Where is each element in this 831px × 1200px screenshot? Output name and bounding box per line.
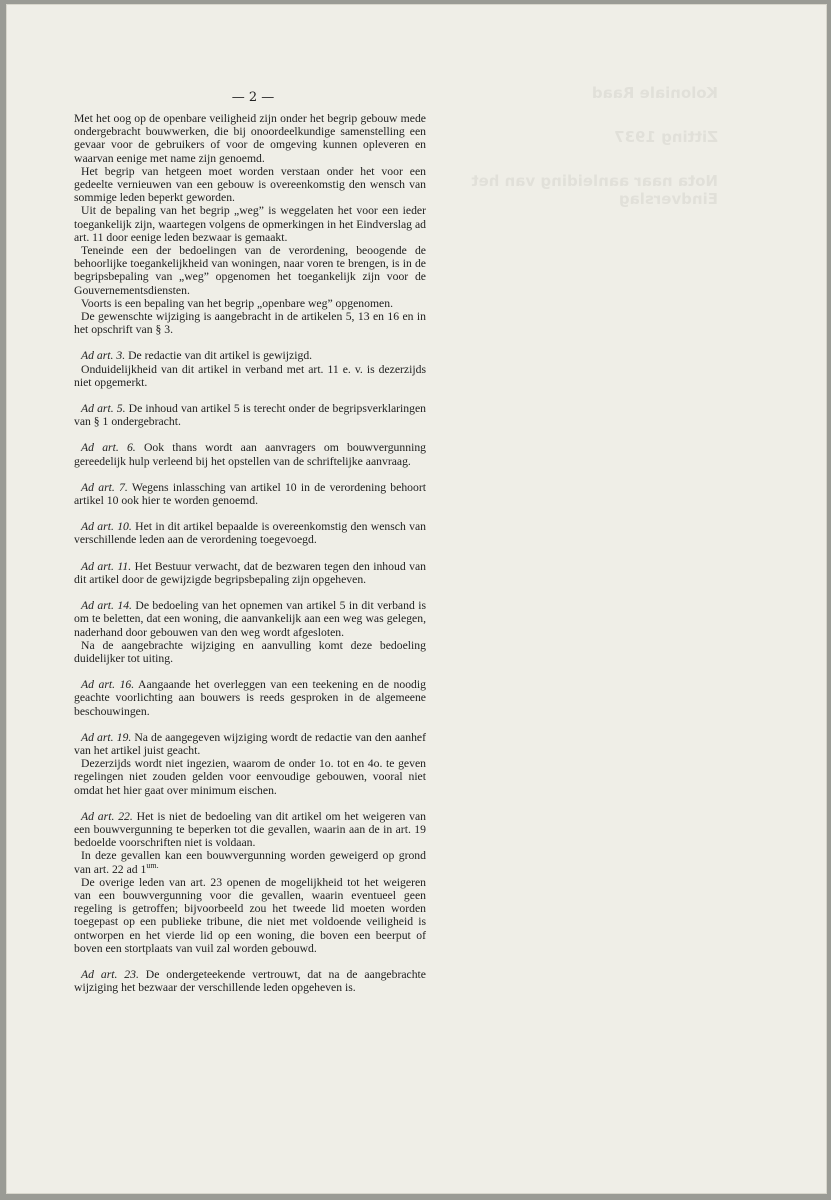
paragraph: De gewenschte wijziging is aangebracht in de artikelen 5, 13 en 16 en in het opschrift van § 3.	[74, 310, 426, 337]
article-ref: Ad art. 5.	[81, 402, 126, 416]
article-ref: Ad art. 6.	[81, 441, 136, 455]
article-paragraph: Ad art. 22. Het is niet de bedoeling van dit artikel om het weigeren van een bouwvergunning te beperken tot die gevallen, waarin aan de in art. 19 bedoelde voorschriften niet is voldaan.	[74, 809, 426, 850]
paragraph: Teneinde een der bedoelingen van de verordening, beoogende de behoorlijke toegankelijkheid van woningen, naar voren te brengen, is in de begripsbepaling van „weg” opgenomen het toegankelijk zijn voor de Gouvernementsdiensten.	[74, 244, 426, 297]
article-paragraph: Ad art. 7. Wegens inlassching van artikel 10 in de verordening behoort artikel 10 ook hier te worden genoemd.	[74, 480, 426, 508]
paragraph: Voorts is een bepaling van het begrip „openbare weg” opgenomen.	[81, 296, 393, 310]
article-paragraph: Ad art. 23. De ondergeteekende vertrouwt, dat na de aangebrachte wijziging het bezwaar der verschillende leden opgeheven is.	[74, 967, 426, 995]
article-ref: Ad art. 11.	[81, 559, 132, 573]
article-ref: Ad art. 7.	[81, 480, 128, 494]
article-paragraph: Ad art. 6. Ook thans wordt aan aanvragers om bouwvergunning gereedelijk hulp verleend bij het opstellen van de schriftelijke aanvraag.	[74, 441, 427, 468]
article-ref: Ad art. 10.	[81, 520, 132, 534]
article-paragraph: Ad art. 3. De redactie van dit artikel is gewijzigd.	[81, 349, 313, 363]
article-paragraph: Ad art. 5. De inhoud van artikel 5 is terecht onder de begripsverklaringen van § 1 ondergebracht.	[74, 402, 426, 429]
body-text	[74, 112, 426, 994]
article-ref: Ad art. 3.	[81, 349, 126, 363]
paragraph: Onduidelijkheid van dit artikel in verband met art. 11 e. v. is dezerzijds niet opgemerkt.	[74, 362, 426, 389]
page-number: — 2 —	[231, 90, 275, 105]
paragraph: Na de aangebrachte wijziging en aanvulling komt deze bedoeling duidelijker tot uiting.	[74, 638, 426, 665]
article-ref: Ad art. 19.	[81, 730, 132, 744]
superscript: um.	[146, 860, 159, 870]
paragraph: De overige leden van art. 23 openen de mogelijkheid tot het weigeren van een bouwvergunning voor die gevallen, waarin eventueel geen regeling is getroffen; bijvoorbeeld zou het tweede lid moeten worden toegepast op een publieke tribune, die niet met voldoende veiligheid is ontworpen en het vierde lid op een woning, die boven een beerput of boven een stortplaats van vuil zal worden gebouwd.	[74, 875, 426, 955]
article-ref: Ad art. 22.	[81, 809, 133, 823]
paragraph: Dezerzijds wordt niet ingezien, waarom de onder 1o. tot en 4o. te geven regelingen niet zouden gelden voor eenvoudige gebouwen, vooral niet omdat het hier gaat over minimum eischen.	[74, 757, 426, 797]
paragraph: Uit de bepaling van het begrip „weg” is weggelaten het voor een ieder toegankelijk zijn, waartegen volgens de opmerkingen in het Eindverslag ad art. 11 door eenige leden bezwaar is gemaakt.	[74, 204, 426, 244]
article-paragraph: Ad art. 10. Het in dit artikel bepaalde is overeenkomstig den wensch van verschillende leden aan de verordening toegevoegd.	[74, 520, 426, 547]
paragraph: In deze gevallen kan een bouwvergunning worden geweigerd op grond van art. 22 ad $1^{um.}$	[74, 849, 426, 876]
article-paragraph: Ad art. 11. Het Bestuur verwacht, dat de bezwaren tegen den inhoud van dit artikel door de gewijzigde begripsbepaling zijn opgeheven.	[74, 559, 426, 586]
article-ref: Ad art. 14.	[81, 599, 132, 613]
bleed-through-text: Koloniale Raad Zitting 1937 Nota naar aanleiding van het Eindverslag	[471, 84, 718, 208]
paragraph: Met het oog op de openbare veiligheid zijn onder het begrip gebouw mede ondergebracht bouwwerken, die bij onoordeelkundige samenstelling een gevaar voor de gebruikers of voor de omgeving kunnen opleveren en waarvan eenige met name zijn genoemd.	[74, 112, 426, 165]
document-page	[6, 4, 827, 1194]
paragraph: Het begrip van hetgeen moet worden verstaan onder het voor een gedeelte vernieuwen van een gebouw is overeenkomstig den wensch van sommige leden beperkt geworden.	[74, 164, 426, 205]
article-ref: Ad art. 23.	[81, 967, 139, 981]
article-paragraph: Ad art. 16. Aangaande het overleggen van een teekening en de noodig geachte voorlichting aan bouwers is reeds gesproken in de algemeene beschouwingen.	[74, 678, 426, 718]
article-ref: Ad art. 16.	[81, 678, 135, 692]
article-paragraph: Ad art. 14. De bedoeling van het opnemen van artikel 5 in dit verband is om te beletten, dat een woning, die aanvankelijk aan een weg was gelegen, naderhand door gebouwen van den weg wordt afgesloten.	[74, 599, 426, 639]
article-paragraph: Ad art. 19. Na de aangegeven wijziging wordt de redactie van den aanhef van het artikel juist geacht.	[74, 730, 427, 757]
